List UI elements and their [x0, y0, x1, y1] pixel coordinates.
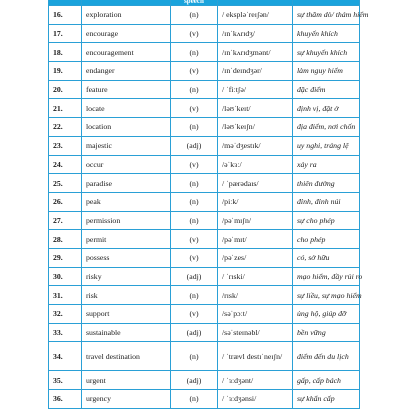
row-word: permit [82, 230, 171, 249]
row-meaning: xảy ra [293, 155, 360, 174]
table-row [49, 211, 360, 230]
row-meaning: mạo hiểm, đầy rủi ro [293, 267, 360, 286]
row-number: 31. [49, 286, 82, 305]
table-row [49, 6, 360, 25]
row-meaning: điểm đến du lịch [293, 342, 360, 371]
row-word-type: (v) [171, 230, 218, 249]
row-pronunciation: /rɪsk/ [218, 286, 293, 305]
row-number: 20. [49, 80, 82, 99]
table-row [49, 192, 360, 211]
row-pronunciation: /səˈsteɪnəbl/ [218, 323, 293, 342]
row-pronunciation: / ekspləˈreɪʃən/ [218, 6, 293, 25]
row-word: risky [82, 267, 171, 286]
row-word-type: (adj) [171, 371, 218, 390]
row-word: possess [82, 248, 171, 267]
row-word: support [82, 305, 171, 324]
row-word: travel destination [82, 342, 171, 371]
row-word-type: (v) [171, 99, 218, 118]
row-word-type: (v) [171, 248, 218, 267]
row-number: 18. [49, 43, 82, 62]
row-meaning: bền vững [293, 323, 360, 342]
row-meaning: sự cho phép [293, 211, 360, 230]
row-number: 27. [49, 211, 82, 230]
row-number: 22. [49, 118, 82, 137]
row-pronunciation: /əˈkɜː/ [218, 155, 293, 174]
table-row [49, 323, 360, 342]
row-pronunciation: /piːk/ [218, 192, 293, 211]
table-row [49, 286, 360, 305]
row-word-type: (n) [171, 80, 218, 99]
table-row [49, 99, 360, 118]
row-number: 30. [49, 267, 82, 286]
row-number: 25. [49, 174, 82, 193]
row-word-type: (n) [171, 390, 218, 409]
row-word: permission [82, 211, 171, 230]
table-row [49, 155, 360, 174]
row-meaning: làm nguy hiểm [293, 62, 360, 81]
row-word-type: (n) [171, 174, 218, 193]
table-row [49, 24, 360, 43]
row-pronunciation: / ˈɜːdʒənsi/ [218, 390, 293, 409]
table-row [49, 174, 360, 193]
row-number: 26. [49, 192, 82, 211]
table-row [49, 230, 360, 249]
row-word-type: (n) [171, 342, 218, 371]
row-pronunciation: /ləʊˈkeɪʃn/ [218, 118, 293, 137]
row-meaning: định vị, đặt ở [293, 99, 360, 118]
row-number: 19. [49, 62, 82, 81]
row-word-type: (v) [171, 155, 218, 174]
row-number: 33. [49, 323, 82, 342]
row-word-type: (adj) [171, 136, 218, 155]
row-meaning: có, sở hữu [293, 248, 360, 267]
row-word-type: (n) [171, 286, 218, 305]
row-pronunciation: / ˈpærədaɪs/ [218, 174, 293, 193]
row-word: peak [82, 192, 171, 211]
row-number: 28. [49, 230, 82, 249]
row-word: exploration [82, 6, 171, 25]
row-meaning: ủng hộ, giúp đỡ [293, 305, 360, 324]
table-row [49, 136, 360, 155]
row-word-type: (n) [171, 192, 218, 211]
table-body [49, 6, 369, 409]
row-pronunciation: /ɪnˈdeɪndʒər/ [218, 62, 293, 81]
row-number: 16. [49, 6, 82, 25]
row-word: risk [82, 286, 171, 305]
row-meaning: sự khuyến khích [293, 43, 360, 62]
row-word-type: (v) [171, 62, 218, 81]
vocabulary-table [48, 0, 369, 409]
row-pronunciation: /pəˈmɪt/ [218, 230, 293, 249]
row-pronunciation: /səˈpɔːt/ [218, 305, 293, 324]
row-number: 34. [49, 342, 82, 371]
row-pronunciation: /pəˈmɪʃn/ [218, 211, 293, 230]
row-word-type: (v) [171, 24, 218, 43]
table-row [49, 43, 360, 62]
table-row [49, 371, 360, 390]
row-meaning: sự thăm dò/ thám hiểm [293, 6, 360, 25]
table-row [49, 305, 360, 324]
row-number: 29. [49, 248, 82, 267]
row-meaning: sự khẩn cấp [293, 390, 360, 409]
row-word-type: (n) [171, 118, 218, 137]
row-meaning: cho phép [293, 230, 360, 249]
table-row [49, 248, 360, 267]
row-number: 36. [49, 390, 82, 409]
table-row [49, 342, 360, 371]
table-row [49, 118, 360, 137]
row-word: paradise [82, 174, 171, 193]
vocabulary-sheet [48, 0, 369, 404]
row-meaning: sự liều, sự mạo hiểm [293, 286, 360, 305]
table-row [49, 267, 360, 286]
row-pronunciation: /ɪnˈkʌrɪdʒmənt/ [218, 43, 293, 62]
row-meaning: gấp, cấp bách [293, 371, 360, 390]
row-pronunciation: /ləʊˈkeɪt/ [218, 99, 293, 118]
row-pronunciation: /ɪnˈkʌrɪdʒ/ [218, 24, 293, 43]
row-word-type: (v) [171, 305, 218, 324]
row-number: 35. [49, 371, 82, 390]
row-meaning: đặc điểm [293, 80, 360, 99]
row-word-type: (n) [171, 43, 218, 62]
row-word: occur [82, 155, 171, 174]
row-number: 32. [49, 305, 82, 324]
row-number: 23. [49, 136, 82, 155]
row-word: encouragement [82, 43, 171, 62]
row-meaning: thiên đường [293, 174, 360, 193]
row-word: urgency [82, 390, 171, 409]
row-word: urgent [82, 371, 171, 390]
row-meaning: khuyến khích [293, 24, 360, 43]
row-word: location [82, 118, 171, 137]
row-pronunciation: / ˈtrævl destɪˈneɪʃn/ [218, 342, 293, 371]
row-meaning: địa điểm, nơi chốn [293, 118, 360, 137]
table-row [49, 62, 360, 81]
row-pronunciation: / ˈrɪski/ [218, 267, 293, 286]
row-pronunciation: /pəˈzes/ [218, 248, 293, 267]
row-word: feature [82, 80, 171, 99]
row-word: locate [82, 99, 171, 118]
row-word: sustainable [82, 323, 171, 342]
row-word: majestic [82, 136, 171, 155]
row-pronunciation: /məˈdʒestɪk/ [218, 136, 293, 155]
row-meaning: uy nghi, tráng lệ [293, 136, 360, 155]
row-number: 21. [49, 99, 82, 118]
row-word: endanger [82, 62, 171, 81]
row-word-type: (n) [171, 211, 218, 230]
row-word-type: (adj) [171, 323, 218, 342]
row-word: encourage [82, 24, 171, 43]
row-number: 24. [49, 155, 82, 174]
row-meaning: đỉnh, đỉnh núi [293, 192, 360, 211]
row-number: 17. [49, 24, 82, 43]
row-pronunciation: / ˈfiːtʃə/ [218, 80, 293, 99]
row-word-type: (adj) [171, 267, 218, 286]
table-row [49, 390, 360, 409]
header-cell-type: speech [171, 0, 218, 6]
row-pronunciation: / ˈɜːdʒənt/ [218, 371, 293, 390]
row-word-type: (n) [171, 6, 218, 25]
table-row [49, 80, 360, 99]
